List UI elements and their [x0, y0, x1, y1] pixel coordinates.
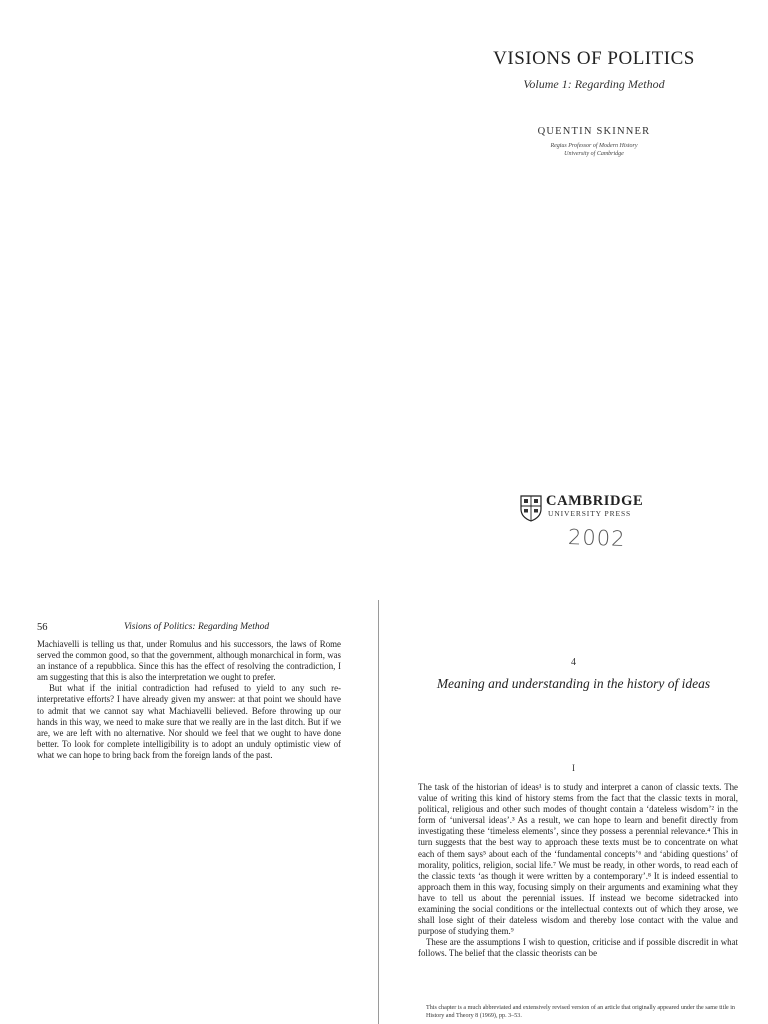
publisher-subtitle: UNIVERSITY PRESS	[548, 509, 632, 518]
right-paragraph-1: The task of the historian of ideas¹ is to study and interpret a canon of classic texts. The value of writing this kind of history stems from the fact that the classic texts in moral, political, religious and other such modes of thought contain a ‘dateless wisdom’² in the form of ‘universal ideas’.³ As a result, we can hope to learn and benefit directly from investigating these ‘timeless elements’, since they possess a perennial relevance.⁴ This in turn suggests that the best way to approach these texts must be to concentrate on what each of them says⁵ about each of the ‘fundamental concepts’⁶ and ‘abiding questions’ of morality, politics, religion, social life.⁷ We must be ready, in other words, to read each of the classic texts ‘as though it were written by a contemporary’.⁸ It is indeed essential to approach them in this way, focusing simply on their arguments and examining what they have to tell us about the perennial issues. If instead we become sidetracked into examining the social conditions or the intellectual contexts out of which they arose, we shall lose sight of their dateless wisdom and thereby lose contact with the value and purpose of studying them.⁹	[418, 782, 738, 937]
author-position-line-1: Regius Professor of Modern History	[550, 143, 638, 149]
author-position-line-2: University of Cambridge	[564, 151, 624, 157]
chapter-footnote: This chapter is a much abbreviated and extensively revised version of an article that originally appeared under the same title in History and Theory 8 (1969), pp. 3–53.	[426, 1005, 735, 1019]
author-position	[474, 142, 714, 158]
book-title: VISIONS OF POLITICS	[493, 48, 695, 69]
book-subtitle: Volume 1: Regarding Method	[523, 77, 665, 91]
left-paragraph-2: But what if the initial contradiction had refused to yield to any such re-interpretative efforts? I have already given my answer: at that point we should have to admit that we cannot say what Machiavelli believed. Before throwing up our hands in this way, we need to make sure that we really are in the last ditch. But if we are, we are left with no alternative. Nor should we feel that we ought to have done better. To look for complete intelligibility is to adopt an unduly optimistic view of what we can hope to bring back from the foreign lands of the past.	[37, 683, 341, 760]
section-number: I	[572, 763, 575, 773]
cambridge-crest-icon	[520, 495, 542, 522]
left-page-body	[37, 639, 341, 761]
chapter-number: 4	[571, 657, 576, 668]
left-paragraph-1: Machiavelli is telling us that, under Romulus and his successors, the laws of Rome served the common good, so that the government, although monarchical in form, was an instance of a repubblica. Since this has the effect of resolving the contradiction, I am suggesting that this is also the interpretation we ought to prefer.	[37, 639, 341, 683]
publisher-name: CAMBRIDGE	[546, 493, 644, 509]
author-name: QUENTIN SKINNER	[537, 126, 651, 137]
right-page-body	[418, 782, 738, 960]
right-paragraph-2: These are the assumptions I wish to question, criticise and if possible discredit in what follows. The belief that the classic theorists can be	[418, 937, 738, 959]
handwritten-year: 2002	[567, 525, 626, 551]
page-number: 56	[37, 622, 48, 633]
running-head: Visions of Politics: Regarding Method	[124, 622, 270, 632]
chapter-title: Meaning and understanding in the history of ideas	[436, 676, 711, 691]
